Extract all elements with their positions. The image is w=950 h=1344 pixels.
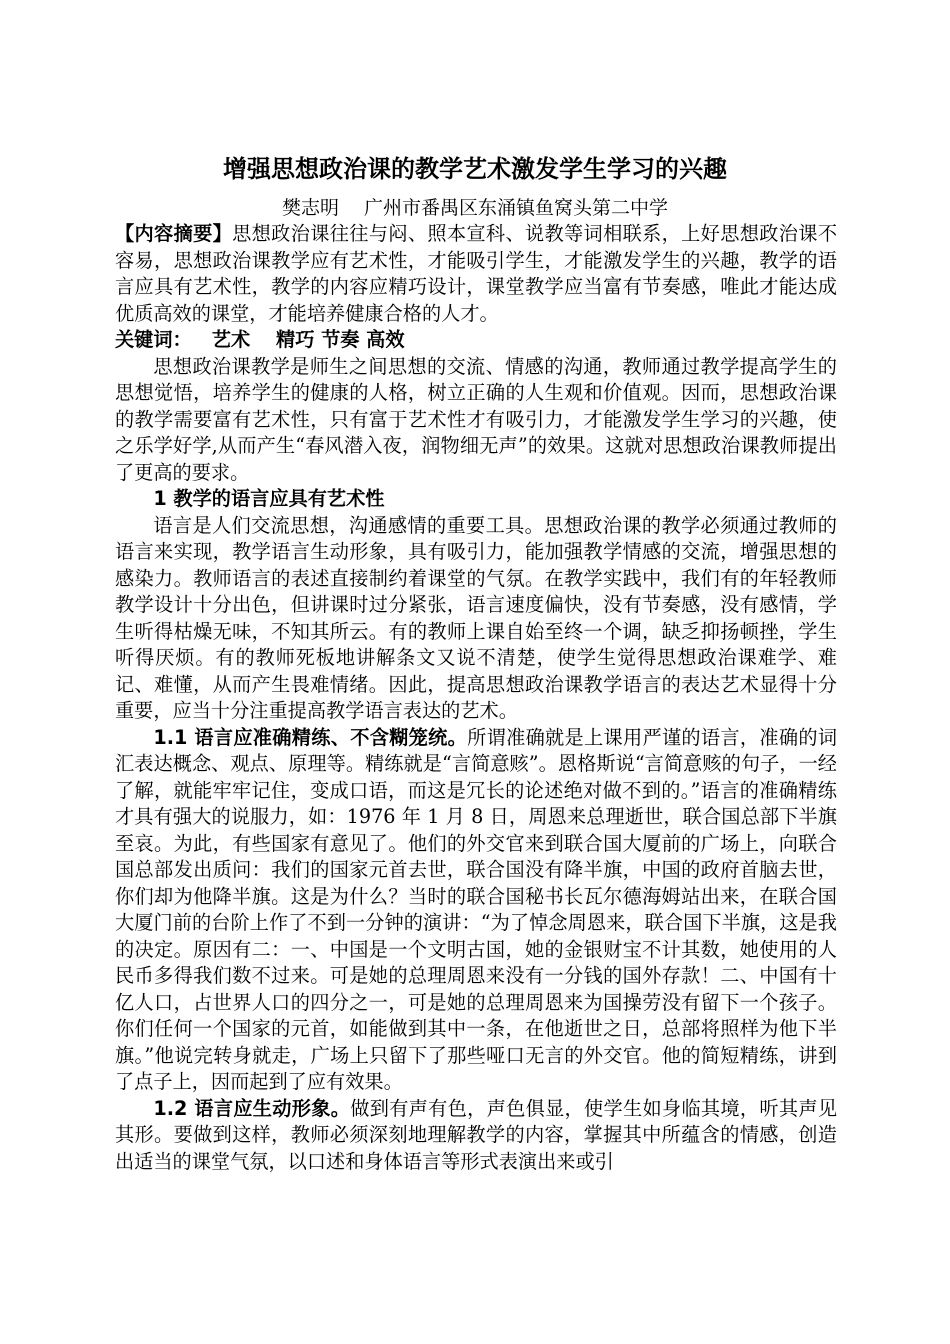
subsection-1-1-text: 所谓准确就是上课用严谨的语言，准确的词汇表达概念、观点、原理等。精练就是“言简意赅”。恩格斯说“言简意赅的句子，一经了解，就能牢牢记住，变成口语，而这是冗长的论述绝对做不到的。”语言的准确精练才具有强大的说服力，如：1976 年 1 月 8 日，周恩来总理逝世，联合国总部下半旗至哀。为此，有些国家有意见了。他们的外交官来到联合国大厦前的广场上，向联合国总部发出质问：我们的国家元首去世，联合国没有降半旗，中国的政府首脑去世，你们却为他降半旗。这是为什么？当时的联合国秘书长瓦尔德海姆站出来，在联合国大厦门前的台阶上作了不到一分钟的演讲：“为了悼念周恩来，联合国下半旗，这是我的决定。原因有二：一、中国是一个文明古国，她的金银财宝不计其数，她使用的人民币多得我们数不过来。可是她的总理周恩来没有一分钱的国外存款！二、中国有十亿人口，占世界人口的四分之一，可是她的总理周恩来为国操劳没有留下一个孩子。你们任何一个国家的元首，如能做到其中一条，在他逝世之日，总部将照样为他下半旗。”他说完转身就走，广场上只留下了那些哑口无言的外交官。他的简短精练，讲到了点子上，因而起到了应有效果。 <box>115 725 838 1093</box>
subsection-1-2-heading: 1.2 语言应生动形象。 <box>153 1096 351 1120</box>
section-1-heading: 1 教学的语言应具有艺术性 <box>153 487 385 510</box>
keywords-line <box>115 327 837 354</box>
subsection-1-1-paragraph <box>115 725 837 1096</box>
abstract-text: 思想政治课往往与闷、照本宣科、说教等词相联系，上好思想政治课不容易，思想政治课教学应有艺术性，才能吸引学生，才能激发学生的兴趣，教学的语言应具有艺术性，教学的内容应精巧设计，课堂教学应当富有节奏感，唯此才能达成优质高效的课堂，才能培养健康合格的人才。 <box>115 222 838 325</box>
author-line: 樊志明 广州市番禺区东涌镇鱼窝头第二中学 <box>281 197 669 219</box>
keywords-label: 关键词： <box>115 328 192 351</box>
abstract-paragraph <box>115 221 837 327</box>
section-1-paragraph: 语言是人们交流思想，沟通感情的重要工具。思想政治课的教学必须通过教师的语言来实现，教学语言生动形象，具有吸引力，能加强教学情感的交流，增强思想的感染力。教师语言的表述直接制约着课堂的气氛。在教学实践中，我们有的年轻教师教学设计十分出色，但讲课时过分紧张，语言速度偏快，没有节奏感，没有感情，学生听得枯燥无味，不知其所云。有的教师上课自始至终一个调，缺乏抑扬顿挫，学生听得厌烦。有的教师死板地讲解条文又说不清楚，使学生觉得思想政治课难学、难记、难懂，从而产生畏难情绪。因此，提高思想政治课教学语言的表达艺术显得十分重要，应当十分注重提高教学语言表达的艺术。 <box>115 513 837 722</box>
document-title: 增强思想政治课的教学艺术激发学生学习的兴趣 <box>223 155 727 183</box>
subsection-1-2-paragraph <box>115 1096 837 1176</box>
intro-paragraph: 思想政治课教学是师生之间思想的交流、情感的沟通，教师通过教学提高学生的思想觉悟，培养学生的健康的人格，树立正确的人生观和价值观。因而，思想政治课的教学需要富有艺术性，只有富于艺术性才有吸引力，才能激发学生学习的兴趣，使之乐学好学,从而产生“春风潜入夜，润物细无声”的效果。这就对思想政治课教师提出了更高的要求。 <box>115 354 837 484</box>
abstract-label: 【内容摘要】 <box>115 222 233 245</box>
document-body <box>115 221 837 1175</box>
keywords-items: 艺术 精巧 节奏 高效 <box>211 328 405 351</box>
subsection-1-1-heading: 1.1 语言应准确精练、不含糊笼统。 <box>153 725 468 749</box>
subsection-1-2-text: 做到有声有色，声色俱显，使学生如身临其境，听其声见其形。要做到这样，教师必须深刻地理解教学的内容，掌握其中所蕴含的情感，创造出适当的课堂气氛，以口述和身体语言等形式表演出来或引 <box>115 1096 838 1173</box>
